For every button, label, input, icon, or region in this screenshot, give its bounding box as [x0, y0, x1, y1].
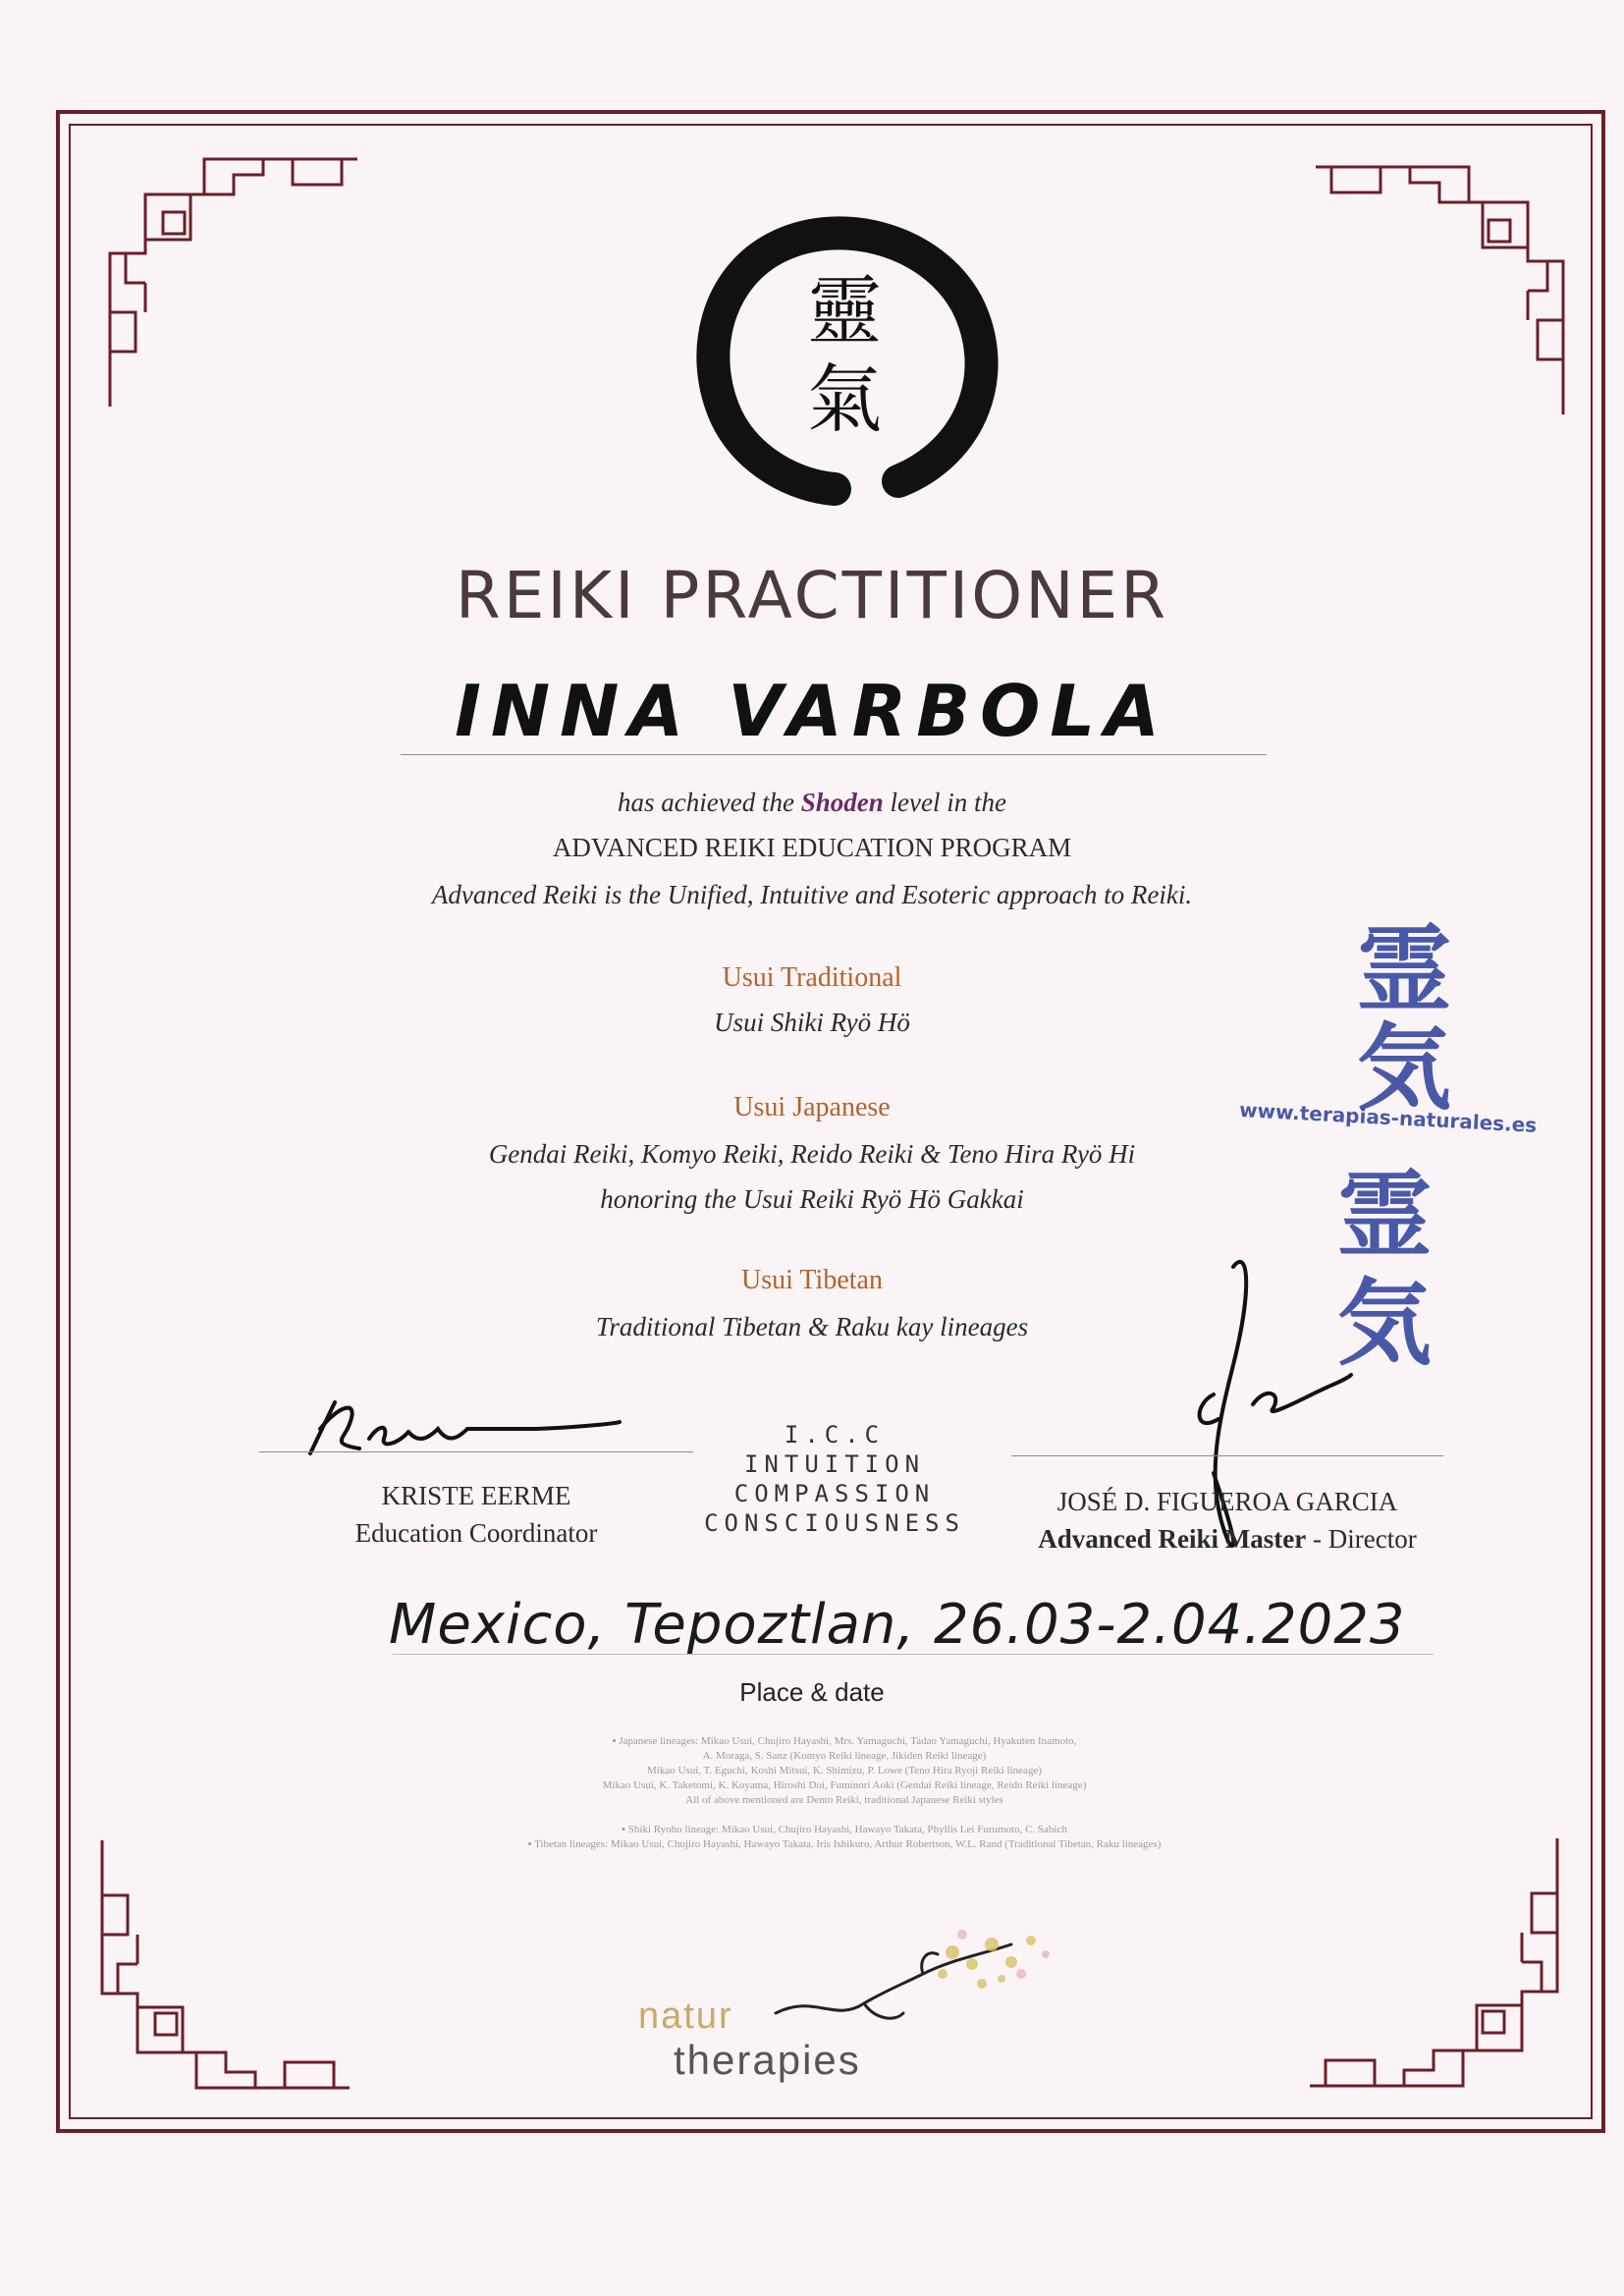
program-name: ADVANCED REIKI EDUCATION PROGRAM [552, 833, 1072, 862]
section-line: Traditional Tibetan & Raku kay lineages [595, 1312, 1029, 1341]
enso-logo [687, 216, 1001, 511]
blossom-branch-icon [756, 1915, 1070, 2052]
footnote-line: ▪ Shiki Ryoho lineage: Mikao Usui, Chujiro Hayashi, Hawayo Takata, Phyllis Lei Furumoto, C. Sabich [622, 1824, 1067, 1835]
signature-line-right [1011, 1455, 1443, 1456]
footnote-line: A. Moraga, S. Sanz (Komyo Reiki lineage, Jikiden Reiki lineage) [702, 1750, 987, 1762]
footnote-line: ▪ Tibetan lineages: Mikao Usui, Chujiro Hayashi, Hawayo Takata, Iris Ishikuro, Arthur Robertson, W.L. Rand (Traditional Tibetan, Raku lineages) [527, 1838, 1162, 1850]
section-line: Usui Shiki Ryö Hö [714, 1008, 910, 1037]
right-signatory-role [1011, 1524, 1443, 1555]
stamp-kanji: 気 [1357, 1013, 1451, 1123]
lineage-footnotes [412, 1734, 1276, 1852]
icc-line: CONSCIOUSNESS [704, 1509, 965, 1537]
section-line: honoring the Usui Reiki Ryö Hö Gakkai [600, 1184, 1024, 1214]
corner-ornament-bottom-left [98, 1836, 353, 2092]
footnote-line: Mikao Usui, T. Eguchi, Koshi Mitsui, K. Shimizu, P. Lowe (Teno Hira Ryoji Reiki lineage) [647, 1765, 1042, 1777]
section-heading-usui-japanese: Usui Japanese [733, 1092, 891, 1122]
brand-name-line1: natur [638, 1995, 733, 2037]
stamp-kanji: 霊 [1337, 1161, 1432, 1271]
icc-line: I.C.C [784, 1421, 886, 1449]
stamp-kanji: 霊 [1357, 915, 1451, 1025]
icc-line: COMPASSION [733, 1480, 936, 1507]
place-date-label: Place & date [739, 1677, 885, 1707]
logo-kanji-bottom: 氣 [807, 355, 882, 443]
achievement-line [0, 788, 1624, 818]
achieved-suffix: level in the [890, 788, 1006, 817]
recipient-name: INNA VARBOLA [455, 670, 1169, 752]
section-heading-usui-traditional: Usui Traditional [722, 962, 902, 993]
left-signatory-name: KRISTE EERME [381, 1481, 571, 1510]
footnote-line: All of above mentioned are Dento Reiki, traditional Japanese Reiki styles [685, 1794, 1003, 1806]
signature-line-left [259, 1451, 693, 1452]
natur-therapies-logo [628, 1915, 1080, 2102]
place-date-underline [393, 1654, 1434, 1655]
corner-ornament-top-left [106, 155, 361, 410]
corner-ornament-bottom-right [1306, 1834, 1561, 2090]
icc-emblem [687, 1420, 982, 1538]
name-underline [401, 754, 1267, 755]
certificate-title: REIKI PRACTITIONER [455, 558, 1169, 633]
stamp-kanji: 気 [1337, 1269, 1432, 1379]
footnote-line [412, 1808, 1276, 1823]
section-heading-usui-tibetan: Usui Tibetan [741, 1265, 883, 1295]
program-tagline: Advanced Reiki is the Unified, Intuitive and Esoteric approach to Reiki. [431, 880, 1193, 909]
left-signatory-role: Education Coordinator [354, 1518, 598, 1548]
corner-ornament-top-right [1312, 163, 1567, 418]
place-date-value: Mexico, Tepoztlan, 26.03-2.04.2023 [389, 1593, 1406, 1657]
brand-name-line2: therapies [674, 2037, 861, 2083]
signature-kriste-eerme [291, 1385, 624, 1473]
level-name: Shoden [800, 788, 884, 817]
footnote-line: Mikao Usui, K. Taketomi, K. Koyama, Hiroshi Doi, Fuminori Aoki (Gendai Reiki lineage, Reido Reiki lineage) [602, 1779, 1087, 1791]
footnote-line: ▪ Japanese lineages: Mikao Usui, Chujiro Hayashi, Mrs. Yamaguchi, Tadao Yamaguchi, Hyakuten Inamoto, [612, 1735, 1077, 1747]
achieved-prefix: has achieved the [618, 788, 794, 817]
logo-kanji-top: 靈 [807, 267, 882, 355]
right-signatory-role-title: Advanced Reiki Master [1038, 1524, 1307, 1554]
icc-line: INTUITION [743, 1450, 926, 1478]
right-signatory-role-suffix: - Director [1306, 1524, 1417, 1554]
right-signatory-name: JOSÉ D. FIGUEROA GARCIA [1056, 1487, 1398, 1516]
stamp-url: www.terapias-naturales.es [1238, 1098, 1538, 1137]
section-line: Gendai Reiki, Komyo Reiki, Reido Reiki & Teno Hira Ryö Hi [488, 1139, 1136, 1169]
